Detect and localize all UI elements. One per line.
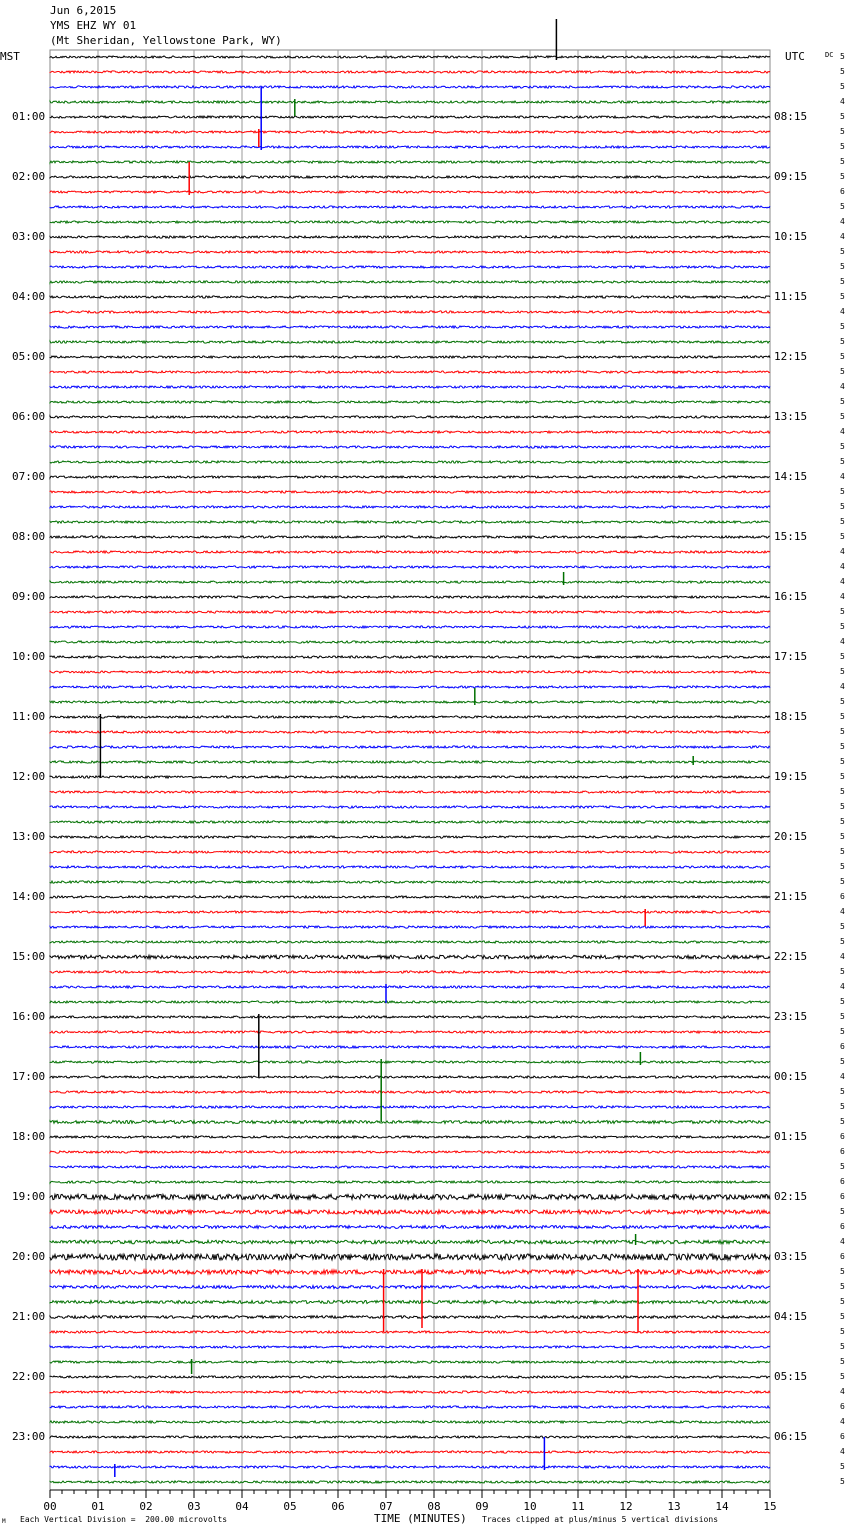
- seismic-trace: [50, 1001, 770, 1003]
- dc-value: 4: [840, 472, 845, 481]
- dc-value: 5: [840, 412, 845, 421]
- dc-value: 5: [840, 922, 845, 931]
- dc-value: 4: [840, 1447, 845, 1456]
- right-hour-label: 01:15: [774, 1130, 808, 1143]
- dc-value: 5: [840, 997, 845, 1006]
- seismic-trace: [50, 1091, 770, 1093]
- seismic-trace: [50, 221, 770, 223]
- x-tick-label: 08: [427, 1500, 441, 1513]
- seismic-trace: [50, 656, 770, 658]
- dc-value: 4: [840, 97, 845, 106]
- dc-value: 5: [840, 67, 845, 76]
- left-hour-label: 19:00: [12, 1190, 46, 1203]
- x-tick-label: 07: [379, 1500, 393, 1513]
- left-hour-label: 10:00: [12, 650, 46, 663]
- dc-value: 5: [840, 1117, 845, 1126]
- seismic-trace: [50, 416, 770, 418]
- seismic-trace: [50, 971, 770, 973]
- right-hour-label: 12:15: [774, 350, 808, 363]
- x-tick-label: 04: [235, 1500, 249, 1513]
- seismic-trace: [50, 686, 770, 688]
- x-tick-label: 14: [715, 1500, 729, 1513]
- left-hour-label: 01:00: [12, 110, 46, 123]
- seismic-trace: [50, 326, 770, 328]
- dc-value: 4: [840, 1417, 845, 1426]
- seismic-trace: [50, 1181, 770, 1183]
- seismic-trace: [50, 521, 770, 523]
- dc-value: 5: [840, 1342, 845, 1351]
- x-tick-label: 02: [139, 1500, 153, 1513]
- dc-value: 5: [840, 502, 845, 511]
- dc-value: 5: [840, 1027, 845, 1036]
- dc-value: 5: [840, 862, 845, 871]
- left-hour-label: 14:00: [12, 890, 46, 903]
- seismic-trace: [50, 506, 770, 508]
- seismic-trace: [50, 1106, 770, 1108]
- seismic-trace: [50, 1061, 770, 1063]
- seismic-trace: [50, 281, 770, 283]
- seismic-trace: [50, 1240, 770, 1244]
- seismic-trace: [50, 1226, 770, 1229]
- right-hour-label: 23:15: [774, 1010, 808, 1023]
- dc-value: 5: [840, 82, 845, 91]
- right-hour-label: 04:15: [774, 1310, 808, 1323]
- seismic-trace: [50, 671, 770, 673]
- seismic-trace: [50, 431, 770, 433]
- left-hour-label: 09:00: [12, 590, 46, 603]
- dc-value: 5: [840, 1477, 845, 1486]
- seismic-trace: [50, 176, 770, 178]
- right-hour-label: 08:15: [774, 110, 808, 123]
- dc-value: 5: [840, 247, 845, 256]
- dc-value: 5: [840, 802, 845, 811]
- dc-value: 5: [840, 337, 845, 346]
- dc-value: 5: [840, 1207, 845, 1216]
- right-hour-label: 14:15: [774, 470, 808, 483]
- left-hour-label: 21:00: [12, 1310, 46, 1323]
- left-hour-label: 18:00: [12, 1130, 46, 1143]
- seismic-trace: [50, 1166, 770, 1168]
- seismic-trace: [50, 986, 770, 988]
- left-hour-label: 20:00: [12, 1250, 46, 1263]
- dc-value: 5: [840, 622, 845, 631]
- seismic-trace: [50, 1194, 770, 1199]
- seismic-trace: [50, 461, 770, 463]
- x-tick-label: 12: [619, 1500, 633, 1513]
- dc-value: 4: [840, 637, 845, 646]
- x-tick-label: 11: [571, 1500, 585, 1513]
- left-hour-label: 13:00: [12, 830, 46, 843]
- seismic-trace: [50, 1076, 770, 1078]
- dc-value: 5: [840, 1357, 845, 1366]
- dc-value: 5: [840, 877, 845, 886]
- dc-value: 5: [840, 1057, 845, 1066]
- seismic-trace: [50, 641, 770, 643]
- dc-value: 5: [840, 667, 845, 676]
- dc-value: 4: [840, 592, 845, 601]
- x-tick-label: 10: [523, 1500, 537, 1513]
- seismic-trace: [50, 101, 770, 103]
- left-hour-label: 16:00: [12, 1010, 46, 1023]
- seismic-trace: [50, 491, 770, 493]
- dc-value: 5: [840, 832, 845, 841]
- left-hour-label: 04:00: [12, 290, 46, 303]
- station-location: (Mt Sheridan, Yellowstone Park, WY): [50, 34, 282, 47]
- left-hour-label: 03:00: [12, 230, 46, 243]
- x-tick-label: 03: [187, 1500, 201, 1513]
- seismic-trace: [50, 851, 770, 853]
- seismic-trace: [50, 761, 770, 763]
- seismic-trace: [50, 311, 770, 313]
- dc-value: 5: [840, 367, 845, 376]
- seismic-trace: [50, 911, 770, 913]
- right-hour-label: 09:15: [774, 170, 808, 183]
- right-hour-label: 13:15: [774, 410, 808, 423]
- left-hour-label: 23:00: [12, 1430, 46, 1443]
- right-hour-label: 10:15: [774, 230, 808, 243]
- right-hour-label: 16:15: [774, 590, 808, 603]
- x-tick-label: 06: [331, 1500, 345, 1513]
- seismic-trace: [50, 955, 770, 959]
- seismic-trace: [50, 551, 770, 553]
- dc-value: 5: [840, 292, 845, 301]
- dc-value: 5: [840, 487, 845, 496]
- dc-value: 5: [840, 1372, 845, 1381]
- seismic-trace: [50, 206, 770, 208]
- seismic-trace: [50, 1406, 770, 1408]
- seismic-trace: [50, 251, 770, 253]
- seismic-trace: [50, 191, 770, 193]
- seismic-trace: [50, 86, 770, 88]
- dc-value: 5: [840, 127, 845, 136]
- x-tick-label: 15: [763, 1500, 777, 1513]
- seismic-trace: [50, 1346, 770, 1348]
- left-hour-label: 02:00: [12, 170, 46, 183]
- dc-value: 6: [840, 1042, 845, 1051]
- dc-value: 5: [840, 52, 845, 61]
- x-tick-label: 13: [667, 1500, 681, 1513]
- dc-value: 4: [840, 907, 845, 916]
- dc-value: 5: [840, 277, 845, 286]
- seismic-trace: [50, 941, 770, 943]
- seismic-trace: [50, 1031, 770, 1033]
- seismic-trace: [50, 566, 770, 568]
- right-hour-label: 18:15: [774, 710, 808, 723]
- right-hour-label: 05:15: [774, 1370, 808, 1383]
- seismic-trace: [50, 611, 770, 613]
- seismic-trace: [50, 1451, 770, 1453]
- seismic-trace: [50, 1301, 770, 1304]
- dc-value: 5: [840, 157, 845, 166]
- seismic-trace: [50, 821, 770, 823]
- dc-value: 5: [840, 607, 845, 616]
- dc-value: 5: [840, 202, 845, 211]
- seismic-trace: [50, 341, 770, 343]
- seismic-trace: [50, 1481, 770, 1483]
- left-hour-label: 07:00: [12, 470, 46, 483]
- left-hour-label: 17:00: [12, 1070, 46, 1083]
- dc-value: 5: [840, 847, 845, 856]
- seismic-trace: [50, 806, 770, 808]
- dc-value: 6: [840, 1252, 845, 1261]
- dc-value: 5: [840, 1087, 845, 1096]
- left-hour-label: 22:00: [12, 1370, 46, 1383]
- dc-value: 6: [840, 1192, 845, 1201]
- dc-value: 5: [840, 1102, 845, 1111]
- dc-value: 5: [840, 262, 845, 271]
- x-tick-label: 09: [475, 1500, 489, 1513]
- seismic-trace: [50, 626, 770, 628]
- x-tick-label: 05: [283, 1500, 297, 1513]
- right-hour-label: 15:15: [774, 530, 808, 543]
- dc-value: 4: [840, 682, 845, 691]
- dc-value: 5: [840, 1162, 845, 1171]
- dc-value: 5: [840, 517, 845, 526]
- scale-note: Each Vertical Division = 200.00 microvolts: [20, 1515, 228, 1524]
- seismic-trace: [50, 401, 770, 403]
- seismic-trace: [50, 1331, 770, 1333]
- dc-value: 5: [840, 532, 845, 541]
- dc-value: 6: [840, 1432, 845, 1441]
- seismic-trace: [50, 71, 770, 73]
- seismic-trace: [50, 296, 770, 298]
- right-hour-label: 06:15: [774, 1430, 808, 1443]
- dc-column-label: DC: [825, 51, 834, 59]
- dc-value: 5: [840, 757, 845, 766]
- dc-value: 5: [840, 937, 845, 946]
- dc-value: 5: [840, 817, 845, 826]
- dc-value: 6: [840, 1222, 845, 1231]
- x-axis-title: TIME (MINUTES): [374, 1512, 467, 1525]
- seismic-trace: [50, 731, 770, 733]
- right-hour-label: 11:15: [774, 290, 808, 303]
- seismic-trace: [50, 1316, 770, 1319]
- seismic-trace: [50, 236, 770, 238]
- seismic-trace: [50, 1421, 770, 1423]
- dc-value: 5: [840, 742, 845, 751]
- dc-value: 4: [840, 307, 845, 316]
- dc-value: 4: [840, 1072, 845, 1081]
- seismic-trace: [50, 881, 770, 883]
- seismic-trace: [50, 836, 770, 838]
- dc-value: 4: [840, 232, 845, 241]
- dc-value: 5: [840, 967, 845, 976]
- seismic-trace: [50, 1151, 770, 1153]
- seismic-trace: [50, 1136, 770, 1138]
- left-hour-label: 05:00: [12, 350, 46, 363]
- dc-value: 6: [840, 187, 845, 196]
- plot-frame: [50, 50, 770, 1490]
- seismic-trace: [50, 746, 770, 748]
- left-hour-label: 12:00: [12, 770, 46, 783]
- seismic-trace: [50, 701, 770, 703]
- seismic-trace: [50, 356, 770, 358]
- dc-value: 5: [840, 1297, 845, 1306]
- seismic-trace: [50, 146, 770, 148]
- seismic-trace: [50, 1466, 770, 1468]
- dc-value: 4: [840, 217, 845, 226]
- right-timezone-label: UTC: [785, 50, 805, 63]
- dc-value: 5: [840, 1327, 845, 1336]
- seismic-trace: [50, 56, 770, 58]
- station-code: YMS EHZ WY 01: [50, 19, 137, 32]
- dc-value: 5: [840, 787, 845, 796]
- dc-value: 5: [840, 142, 845, 151]
- seismic-trace: [50, 791, 770, 793]
- seismic-trace: [50, 1254, 770, 1260]
- seismic-trace: [50, 116, 770, 118]
- left-timezone-label: MST: [0, 50, 20, 63]
- dc-value: 5: [840, 1012, 845, 1021]
- seismic-trace: [50, 536, 770, 538]
- dc-value: 5: [840, 652, 845, 661]
- seismic-trace: [50, 1016, 770, 1018]
- seismic-trace: [50, 266, 770, 268]
- dc-value: 4: [840, 577, 845, 586]
- left-hour-label: 15:00: [12, 950, 46, 963]
- dc-value: 5: [840, 727, 845, 736]
- dc-value: 5: [840, 112, 845, 121]
- right-hour-label: 19:15: [774, 770, 808, 783]
- dc-value: 5: [840, 712, 845, 721]
- dc-value: 5: [840, 1312, 845, 1321]
- right-hour-label: 03:15: [774, 1250, 808, 1263]
- seismic-trace: [50, 596, 770, 598]
- dc-value: 5: [840, 352, 845, 361]
- dc-value: 4: [840, 1237, 845, 1246]
- seismic-trace: [50, 1046, 770, 1048]
- dc-value: 5: [840, 172, 845, 181]
- right-hour-label: 02:15: [774, 1190, 808, 1203]
- corner-mark: M: [2, 1518, 6, 1525]
- seismic-trace: [50, 926, 770, 928]
- dc-value: 5: [840, 1267, 845, 1276]
- seismic-trace: [50, 776, 770, 778]
- seismic-trace: [50, 446, 770, 448]
- seismic-trace: [50, 1391, 770, 1393]
- seismic-trace: [50, 581, 770, 583]
- seismic-trace: [50, 1286, 770, 1289]
- dc-value: 5: [840, 322, 845, 331]
- dc-value: 4: [840, 562, 845, 571]
- seismic-trace: [50, 896, 770, 898]
- dc-value: 6: [840, 1177, 845, 1186]
- seismic-trace: [50, 386, 770, 388]
- clip-note: Traces clipped at plus/minus 5 vertical divisions: [482, 1515, 719, 1524]
- dc-value: 6: [840, 1132, 845, 1141]
- left-hour-label: 08:00: [12, 530, 46, 543]
- dc-value: 4: [840, 427, 845, 436]
- seismic-trace: [50, 161, 770, 163]
- dc-value: 4: [840, 382, 845, 391]
- dc-value: 5: [840, 697, 845, 706]
- seismic-trace: [50, 1436, 770, 1438]
- dc-value: 4: [840, 952, 845, 961]
- dc-value: 5: [840, 457, 845, 466]
- left-hour-label: 06:00: [12, 410, 46, 423]
- right-hour-label: 00:15: [774, 1070, 808, 1083]
- seismic-trace: [50, 1376, 770, 1378]
- seismic-trace: [50, 1210, 770, 1214]
- x-tick-label: 01: [91, 1500, 105, 1513]
- dc-value: 5: [840, 397, 845, 406]
- seismic-trace: [50, 1121, 770, 1124]
- dc-value: 4: [840, 1387, 845, 1396]
- seismic-trace: [50, 716, 770, 718]
- right-hour-label: 17:15: [774, 650, 808, 663]
- right-hour-label: 21:15: [774, 890, 808, 903]
- seismic-trace: [50, 371, 770, 373]
- seismic-trace: [50, 131, 770, 133]
- dc-value: 5: [840, 442, 845, 451]
- dc-value: 4: [840, 547, 845, 556]
- right-hour-label: 20:15: [774, 830, 808, 843]
- seismic-trace: [50, 1361, 770, 1363]
- dc-value: 6: [840, 1402, 845, 1411]
- right-hour-label: 22:15: [774, 950, 808, 963]
- seismic-trace: [50, 866, 770, 868]
- dc-value: 4: [840, 982, 845, 991]
- dc-value: 5: [840, 772, 845, 781]
- dc-value: 5: [840, 1282, 845, 1291]
- plot-date: Jun 6,2015: [50, 4, 117, 17]
- dc-value: 6: [840, 892, 845, 901]
- dc-value: 6: [840, 1147, 845, 1156]
- dc-value: 5: [840, 1462, 845, 1471]
- left-hour-label: 11:00: [12, 710, 46, 723]
- seismic-trace: [50, 476, 770, 478]
- x-tick-label: 00: [43, 1500, 57, 1513]
- seismic-trace: [50, 1270, 770, 1274]
